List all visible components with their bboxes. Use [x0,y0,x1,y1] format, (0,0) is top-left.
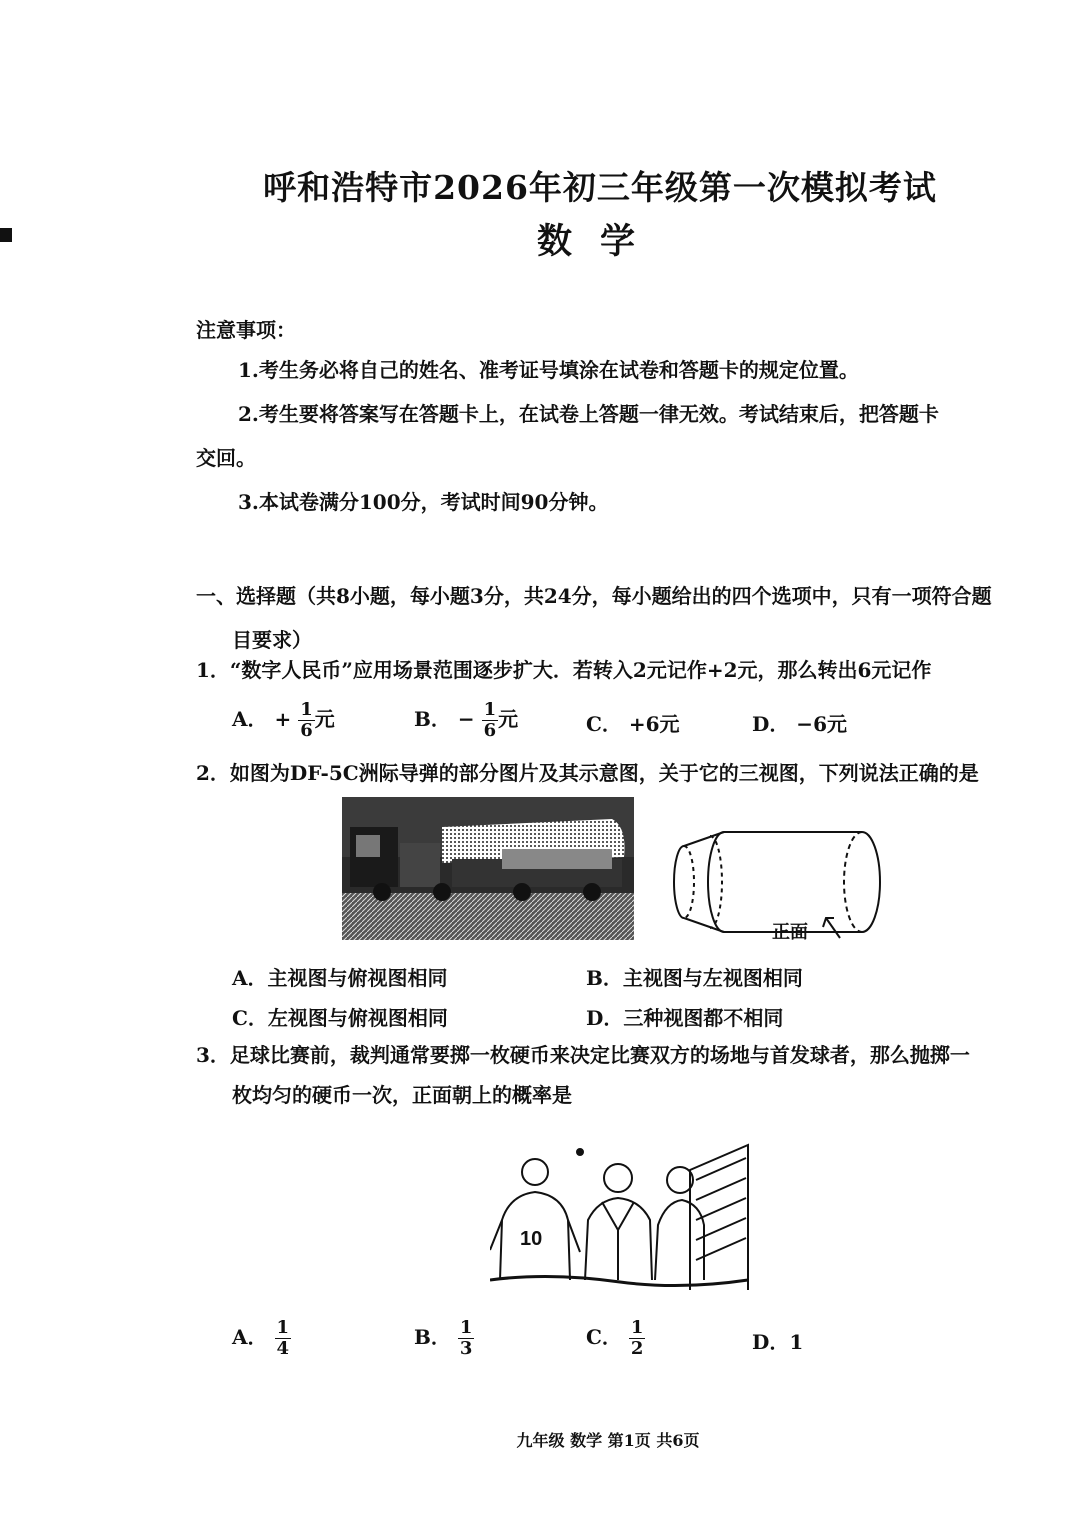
fraction-denominator: 6 [300,720,313,741]
fraction-denominator: 4 [276,1338,290,1359]
missile-photo [342,797,634,940]
svg-text:10: 10 [520,1228,543,1250]
q1-option-b-fraction [482,700,499,741]
q2-figure-label: 正面 [772,922,808,943]
q1-option-d: D． −6元 [752,712,847,736]
fraction-numerator: 1 [276,1317,290,1338]
fraction-numerator: 1 [459,1317,473,1338]
notice-item-2-cont: 交回。 [196,446,256,470]
notice-heading: 注意事项： [196,318,296,342]
q2-option-c: C．左视图与俯视图相同 [232,1006,448,1030]
q2-stem: 2．如图为DF-5C洲际导弹的部分图片及其示意图，关于它的三视图，下列说法正确的是 [196,761,979,785]
q1-option-b-unit: 元 [498,707,519,731]
q1-option-b-sign: − [457,707,475,731]
coin-toss-illustration [490,1140,752,1290]
q3-option-c-label: C． [586,1325,622,1349]
page-footer: 九年级 数学 第1页 共6页 [516,1431,700,1450]
q3-option-c [586,1318,645,1359]
fraction-numerator: 1 [300,699,313,720]
q1-option-a [232,700,335,741]
exam-title: 呼和浩特市2026年初三年级第一次模拟考试 [263,168,937,207]
section-1-line2: 目要求） [232,628,312,652]
fraction-denominator: 3 [459,1338,473,1359]
section-1-heading [196,574,1016,662]
q1-option-a-sign: + [274,707,292,731]
fraction-numerator: 1 [630,1317,644,1338]
fraction-numerator: 1 [483,699,497,720]
arrow-icon [820,912,844,942]
fraction-denominator: 6 [483,720,497,741]
q3-option-b-fraction [458,1318,475,1359]
q1-stem: 1．“数字人民币”应用场景范围逐步扩大．若转入2元记作+2元，那么转出6元记作 [196,658,932,682]
fraction-denominator: 2 [630,1338,644,1359]
q3-stem-line1: 3．足球比赛前，裁判通常要掷一枚硬币来决定比赛双方的场地与首发球者，那么抛掷一 [196,1043,970,1067]
notice-item-2: 2.考生要将答案写在答题卡上，在试卷上答题一律无效。考试结束后，把答题卡 [238,402,939,426]
notice-item-3: 3.本试卷满分100分，考试时间90分钟。 [238,490,609,514]
q3-option-b [414,1318,474,1359]
q1-option-b [414,700,518,741]
q1-option-a-unit: 元 [314,707,335,731]
q3-option-a [232,1318,291,1359]
notice-item-1: 1.考生务必将自己的姓名、准考证号填涂在试卷和答题卡的规定位置。 [238,358,859,382]
q1-option-a-fraction [298,700,315,741]
q2-option-a: A．主视图与俯视图相同 [232,966,448,990]
section-1-line1: 一、选择题（共8小题，每小题3分，共24分，每小题给出的四个选项中，只有一项符合题 [196,584,992,608]
q3-option-b-label: B． [414,1325,451,1349]
q1-option-a-label: A． [232,707,268,731]
q2-option-b: B．主视图与左视图相同 [586,966,803,990]
q1-option-b-label: B． [414,707,451,731]
q2-option-d: D．三种视图都不相同 [586,1006,784,1030]
q3-option-d: D．1 [752,1330,804,1354]
q3-option-a-label: A． [232,1325,268,1349]
q1-option-c: C． +6元 [586,712,680,736]
q3-option-c-fraction [629,1318,646,1359]
q3-option-a-fraction [275,1318,292,1359]
q3-stem-line2: 枚均匀的硬币一次，正面朝上的概率是 [232,1083,572,1107]
exam-subject: 数学 [536,221,663,262]
